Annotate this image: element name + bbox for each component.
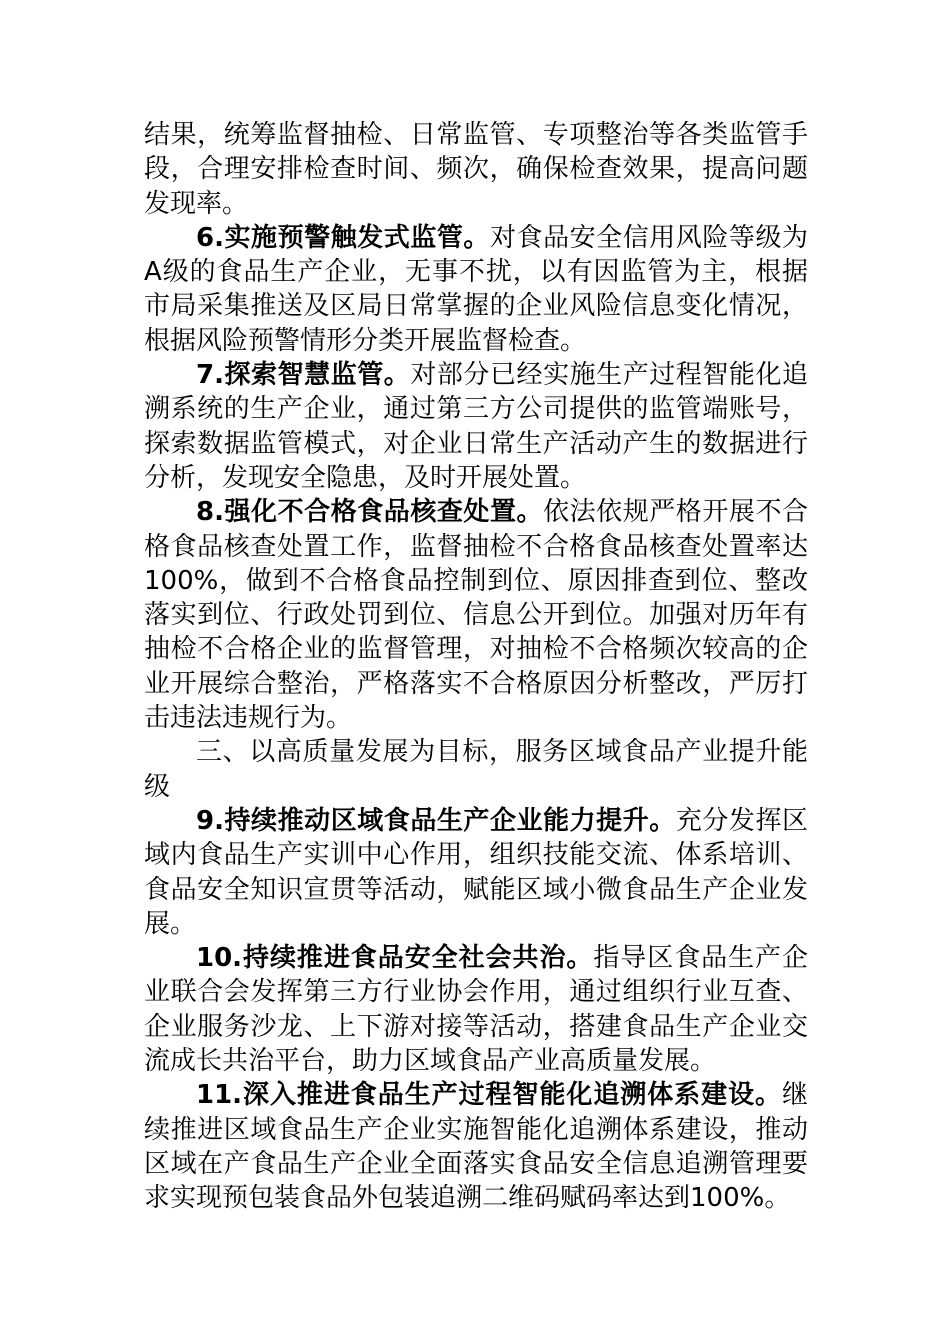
paragraph-continuation xyxy=(144,118,808,221)
paragraph-item-11 xyxy=(144,1078,808,1215)
paragraph-text: 结果，统筹监督抽检、日常监管、专项整治等各类监管手段，合理安排检查时间、频次，确保检查效果，提高问题发现率。 xyxy=(144,120,808,219)
paragraph-heading: 10.持续推进食品安全社会共治。 xyxy=(196,943,594,974)
paragraph-item-8 xyxy=(144,495,808,735)
paragraph-heading: 11.深入推进食品生产过程智能化追溯体系建设。 xyxy=(196,1080,782,1111)
paragraph-heading: 9.持续推动区域食品生产企业能力提升。 xyxy=(196,805,676,836)
document-body xyxy=(144,118,808,1216)
paragraph-heading: 7.探索智慧监管。 xyxy=(196,360,411,391)
paragraph-item-6 xyxy=(144,221,808,358)
paragraph-heading: 8.强化不合格食品核查处置。 xyxy=(196,497,544,528)
paragraph-item-9 xyxy=(144,804,808,941)
paragraph-text: 依法依规严格开展不合格食品核查处置工作，监督抽检不合格食品核查处置率达100%，做到不合格食品控制到位、原因排查到位、整改落实到位、行政处罚到位、信息公开到位。加强对历年有抽检不合格企业的监督管理，对抽检不合格频次较高的企业开展综合整治，严格落实不合格原因分析整改，严厉打击违法违规行为。 xyxy=(144,497,808,734)
section-heading-3 xyxy=(144,735,808,804)
paragraph-heading: 6.实施预警触发式监管。 xyxy=(196,222,490,253)
section-heading-text: 三、以高质量发展为目标，服务区域食品产业提升能级 xyxy=(144,737,808,802)
paragraph-text: 继续推进区域食品生产企业实施智能化追溯体系建设，推动区域在产食品生产企业全面落实食品安全信息追溯管理要求实现预包装食品外包装追溯二维码赋码率达到100%。 xyxy=(144,1080,808,1214)
paragraph-text: 对部分已经实施生产过程智能化追溯系统的生产企业，通过第三方公司提供的监管端账号，探索数据监管模式，对企业日常生产活动产生的数据进行分析，发现安全隐患，及时开展处置。 xyxy=(144,360,808,493)
paragraph-item-10 xyxy=(144,941,808,1078)
paragraph-item-7 xyxy=(144,358,808,495)
paragraph-text: 指导区食品生产企业联合会发挥第三方行业协会作用，通过组织行业互查、企业服务沙龙、上下游对接等活动，搭建食品生产企业交流成长共治平台，助力区域食品产业高质量发展。 xyxy=(144,943,808,1077)
paragraph-text: 充分发挥区域内食品生产实训中心作用，组织技能交流、体系培训、食品安全知识宣贯等活动，赋能区域小微食品生产企业发展。 xyxy=(144,805,808,939)
paragraph-text: 对食品安全信用风险等级为A级的食品生产企业，无事不扰，以有因监管为主，根据市局采集推送及区局日常掌握的企业风险信息变化情况，根据风险预警情形分类开展监督检查。 xyxy=(144,222,808,356)
